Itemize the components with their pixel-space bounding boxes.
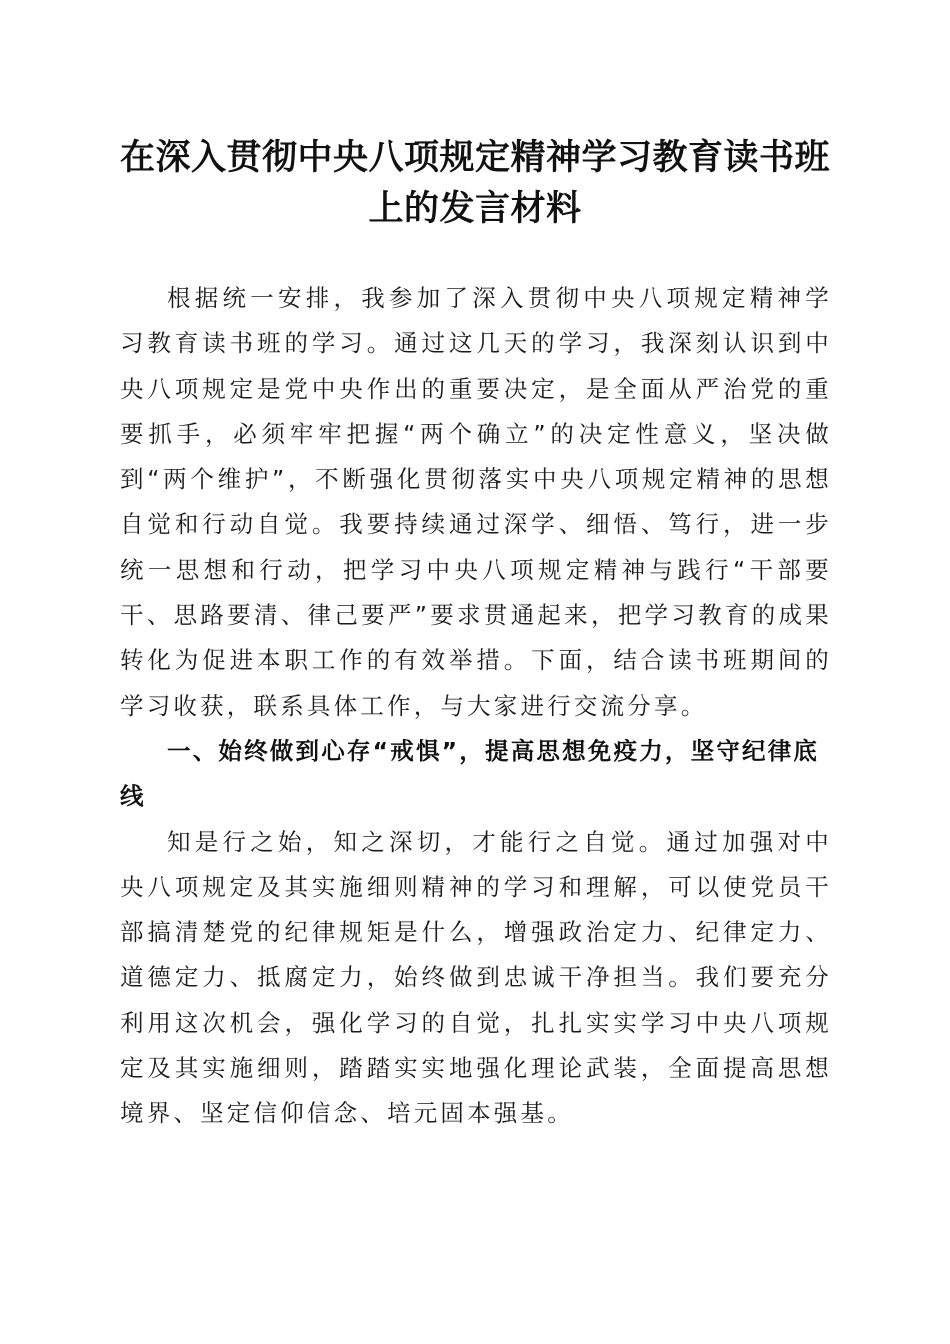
section-heading: 一、始终做到心存“戒惧”，提高思想免疫力，坚守纪律底线 (120, 736, 820, 811)
section-paragraph: 知是行之始，知之深切，才能行之自觉。通过加强对中央八项规定及其实施细则精神的学习和理解，可以使党员干部搞清楚党的纪律规矩是什么，增强政治定力、纪律定力、道德定力、抵腐定力，始终做到忠诚干净担当。我们要充分利用这次机会，强化学习的自觉，扎扎实实学习中央八项规定及其实施细则，踏踏实实地强化理论武装，全面提高思想境界、坚定信仰信念、培元固本强基。 (120, 827, 832, 1128)
document-title: 在深入贯彻中央八项规定精神学习教育读书班上的发言材料 (119, 137, 830, 229)
document-body (120, 276, 832, 1137)
intro-paragraph: 根据统一安排，我参加了深入贯彻中央八项规定精神学习教育读书班的学习。通过这几天的学习，我深刻认识到中央八项规定是党中央作出的重要决定，是全面从严治党的重要抓手，必须牢牢把握“两个确立”的决定性意义，坚决做到“两个维护”，不断强化贯彻落实中央八项规定精神的思想自觉和行动自觉。我要持续通过深学、细悟、笃行，进一步统一思想和行动，把学习中央八项规定精神与践行“干部要干、思路要清、律己要严”要求贯通起来，把学习教育的成果转化为促进本职工作的有效举措。下面，结合读书班期间的学习收获，联系具体工作，与大家进行交流分享。 (120, 284, 832, 720)
